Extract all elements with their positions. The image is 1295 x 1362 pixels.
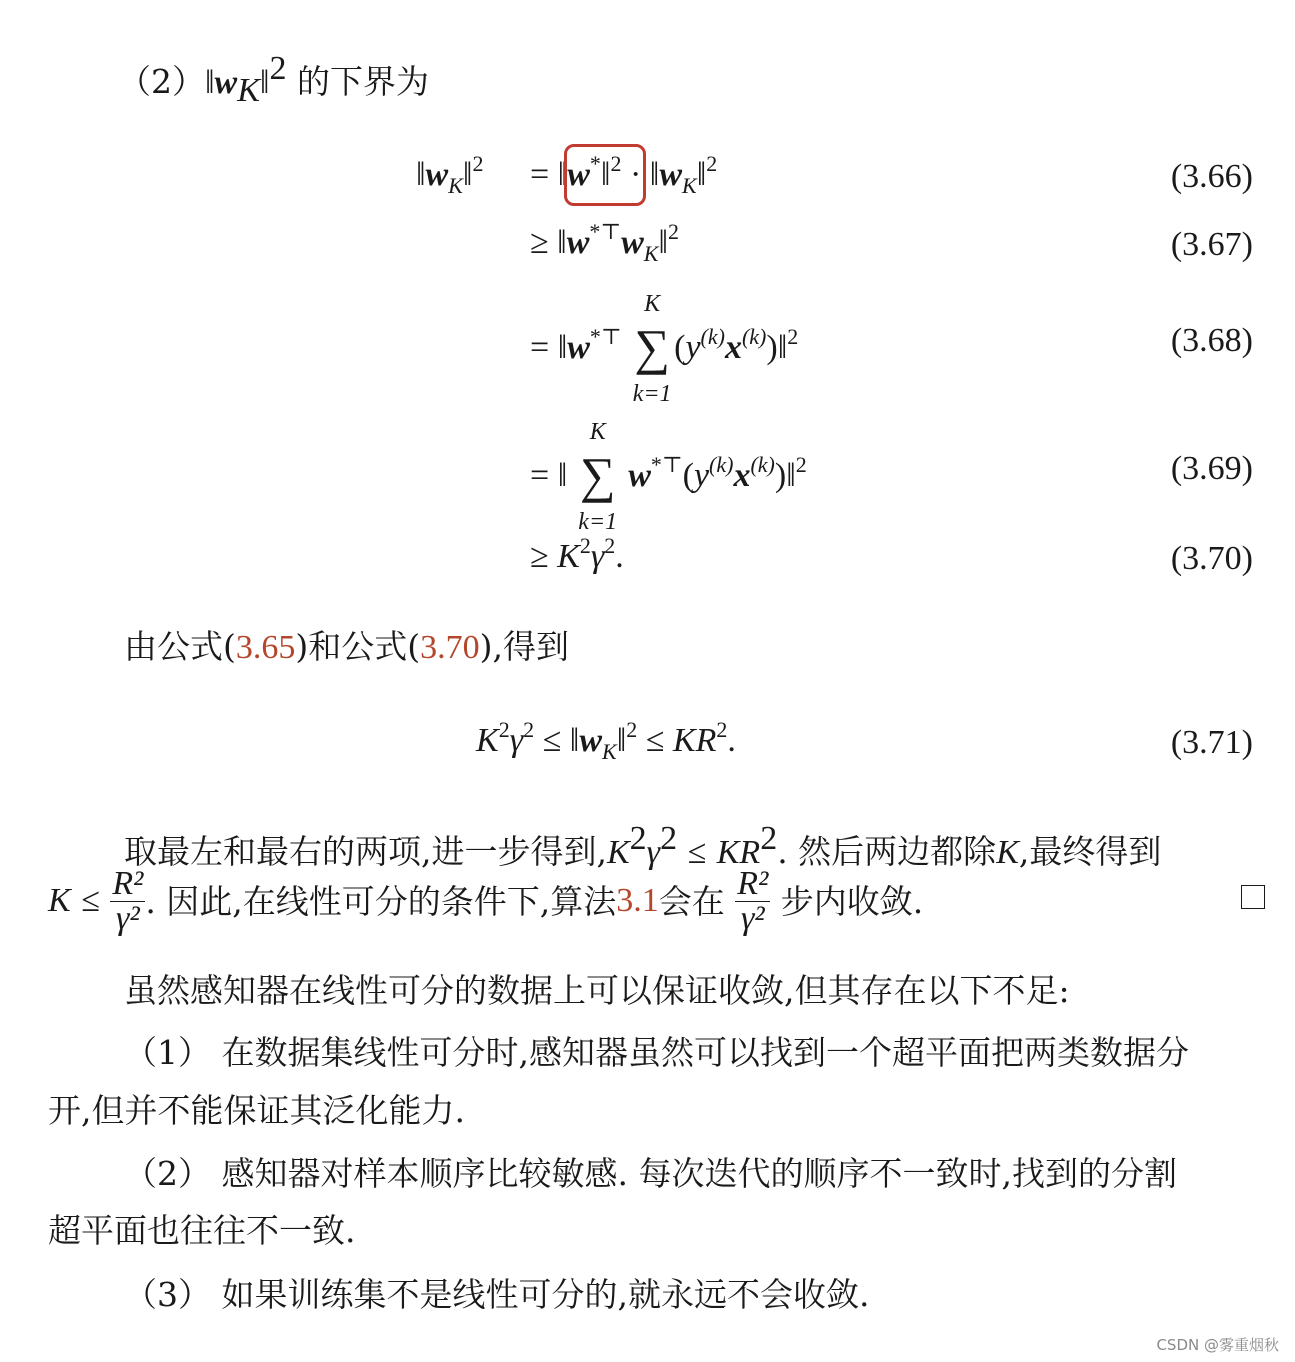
eq-number: (3.68) (1170, 322, 1253, 359)
eq-3-67: ≥ $‖w^{*⊤}w_K‖^2$ (530, 219, 680, 266)
paragraph-line: 取最左和最右的两项,进一步得到$,K^2\gamma^2 \le KR^2$. 然后两边都除K,最终得到 (124, 820, 1162, 871)
fraction: $\frac{\text{R²}}{\text{γ²}}$ (737, 864, 769, 937)
list-item: （1） 在数据集线性可分时,感知器虽然可以找到一个超平面把两类数据分 (124, 1033, 1189, 1072)
norm-bar: ‖ (259, 64, 270, 101)
eq-number: (3.69) (1170, 450, 1253, 487)
list-item: （3） 如果训练集不是线性可分的,就永远不会收敛. (124, 1275, 870, 1314)
list-item-cont: 开,但并不能保证其泛化能力. (48, 1091, 465, 1130)
paragraph-line: K ≤ $\frac{\text{R²}}{\text{γ²}}$ . 因此,在线性可分的条件下,算法 3.1 会在 $\frac{\text{R²}}{\text{γ²}}$ 步内收敛. (48, 864, 924, 937)
eq-3-69: = ‖ K ∑ k=1 $w^{*⊤}(y^{(k)}x^{(k)})‖^2$ (530, 419, 807, 535)
eq-3-66-rhs: = ‖w*‖$^2$ · $‖w_K‖^2$ (530, 151, 718, 198)
eq-number: (3.66) (1170, 158, 1253, 195)
watermark: CSDN @雾重烟秋 (1156, 1336, 1279, 1354)
eq-3-66-lhs: $‖w_K‖^2$ (416, 151, 484, 198)
highlight-box (564, 144, 646, 206)
subscript: K (237, 72, 260, 109)
list-item: （2） 感知器对样本顺序比较敏感. 每次迭代的顺序不一致时,找到的分割 (124, 1154, 1177, 1193)
sum-symbol: K ∑ k=1 (632, 291, 672, 407)
eq-3-71: $K^2\gamma^2$ ≤ $‖w_K‖^2 \le KR^2$. (476, 717, 736, 764)
list-item-cont: 超平面也往往不一致. (48, 1211, 356, 1250)
fraction: $\frac{\text{R²}}{\text{γ²}}$ (112, 864, 144, 937)
superscript: 2 (269, 50, 287, 87)
intro-label: （2） (118, 62, 205, 101)
paragraph: 由公式(3.65)和公式(3.70),得到 (124, 627, 569, 666)
equation-ref-link[interactable]: 3.65 (235, 629, 296, 666)
intro-text: 的下界为 (296, 62, 429, 101)
eq-number: (3.67) (1170, 226, 1253, 263)
intro-line (118, 52, 429, 108)
norm-bar: ‖ (205, 64, 215, 101)
qed-square (1241, 885, 1265, 909)
eq-3-70: ≥ $K^2\gamma^2$. (530, 533, 624, 575)
paragraph: 虽然感知器在线性可分的数据上可以保证收敛,但其存在以下不足: (124, 971, 1070, 1010)
eq-3-68: = ‖w*⊤ K ∑ k=1 $(y^{(k)}x^{(k)})‖^2$ (530, 291, 799, 407)
equation-ref-link[interactable]: 3.70 (420, 629, 480, 666)
eq-number: (3.70) (1170, 540, 1253, 577)
w-symbol: w (214, 64, 238, 101)
sum-symbol: K ∑ k=1 (578, 419, 618, 535)
algorithm-ref-link[interactable]: 3.1 (616, 882, 659, 919)
eq-number: (3.71) (1170, 724, 1253, 761)
